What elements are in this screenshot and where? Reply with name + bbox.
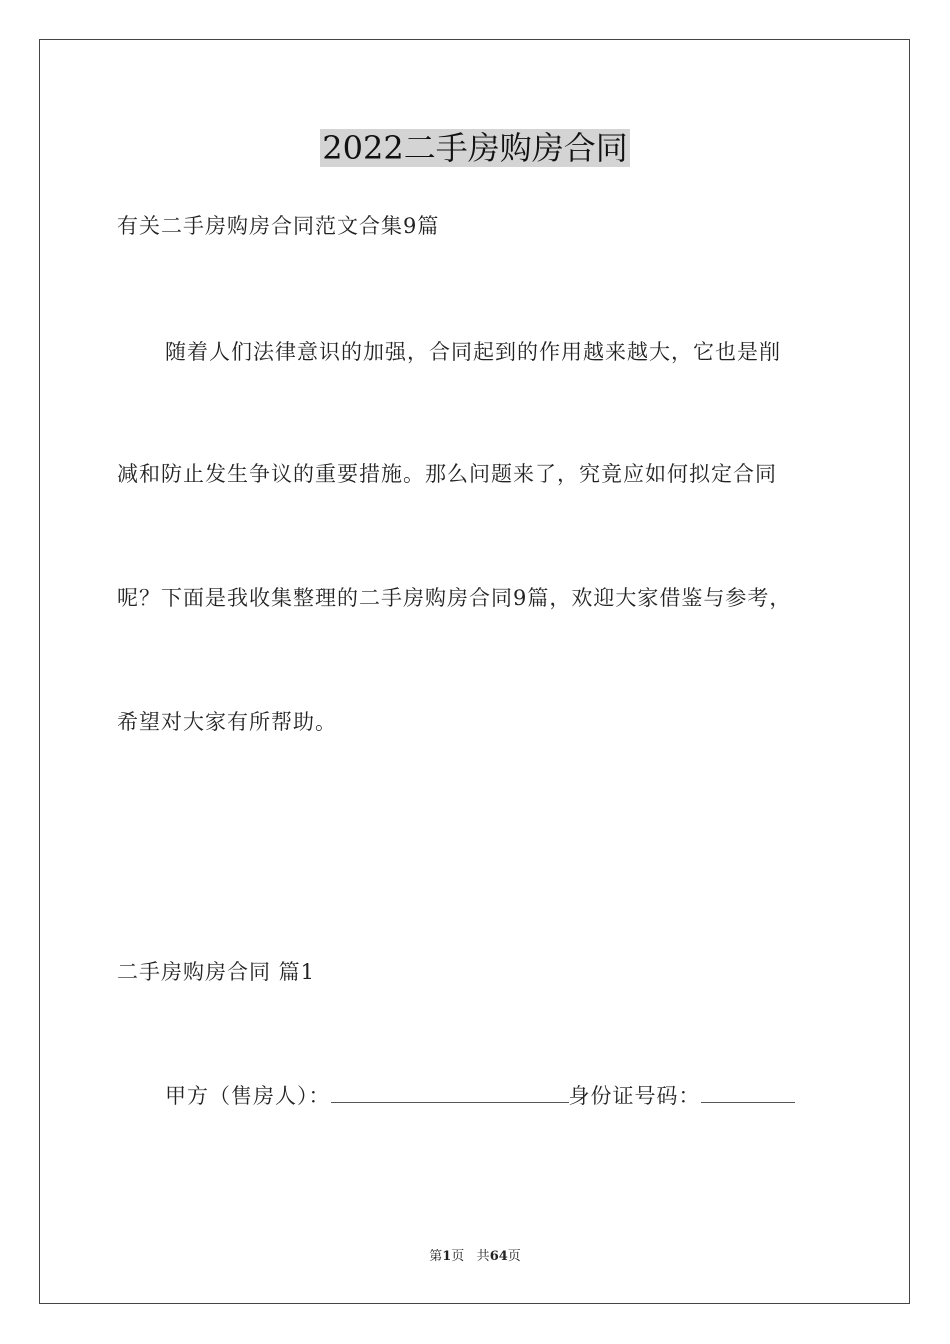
footer-page-suffix: 页: [451, 1249, 465, 1264]
id-number-blank: [701, 1082, 795, 1103]
party-a-label: 甲方（售房人）：: [165, 1084, 331, 1108]
paragraph-line: 呢？下面是我收集整理的二手房购房合同9篇，欢迎大家借鉴与参考，: [117, 586, 792, 610]
footer-total-suffix: 页: [507, 1249, 521, 1264]
id-number-label: 身份证号码：: [568, 1084, 701, 1108]
document-subtitle: 有关二手房购房合同范文合集9篇: [117, 214, 440, 238]
footer-page-prefix: 第: [429, 1249, 443, 1264]
party-a-row: [165, 1082, 795, 1110]
paragraph-line: 减和防止发生争议的重要措施。那么问题来了，究竟应如何拟定合同: [117, 462, 777, 486]
footer-total-prefix: 共: [476, 1249, 490, 1264]
paragraph-line: 随着人们法律意识的加强，合同起到的作用越来越大，它也是削: [165, 340, 781, 364]
footer-page-number: 1: [442, 1249, 452, 1264]
paragraph-line: 希望对大家有所帮助。: [117, 710, 337, 734]
document-title: [0, 126, 950, 170]
section-heading: 二手房购房合同 篇1: [117, 960, 316, 984]
footer-total-pages: 64: [489, 1249, 508, 1264]
party-a-blank: [331, 1082, 569, 1103]
page-footer: [0, 1248, 950, 1266]
document-title-text: 2022二手房购房合同: [322, 129, 628, 167]
